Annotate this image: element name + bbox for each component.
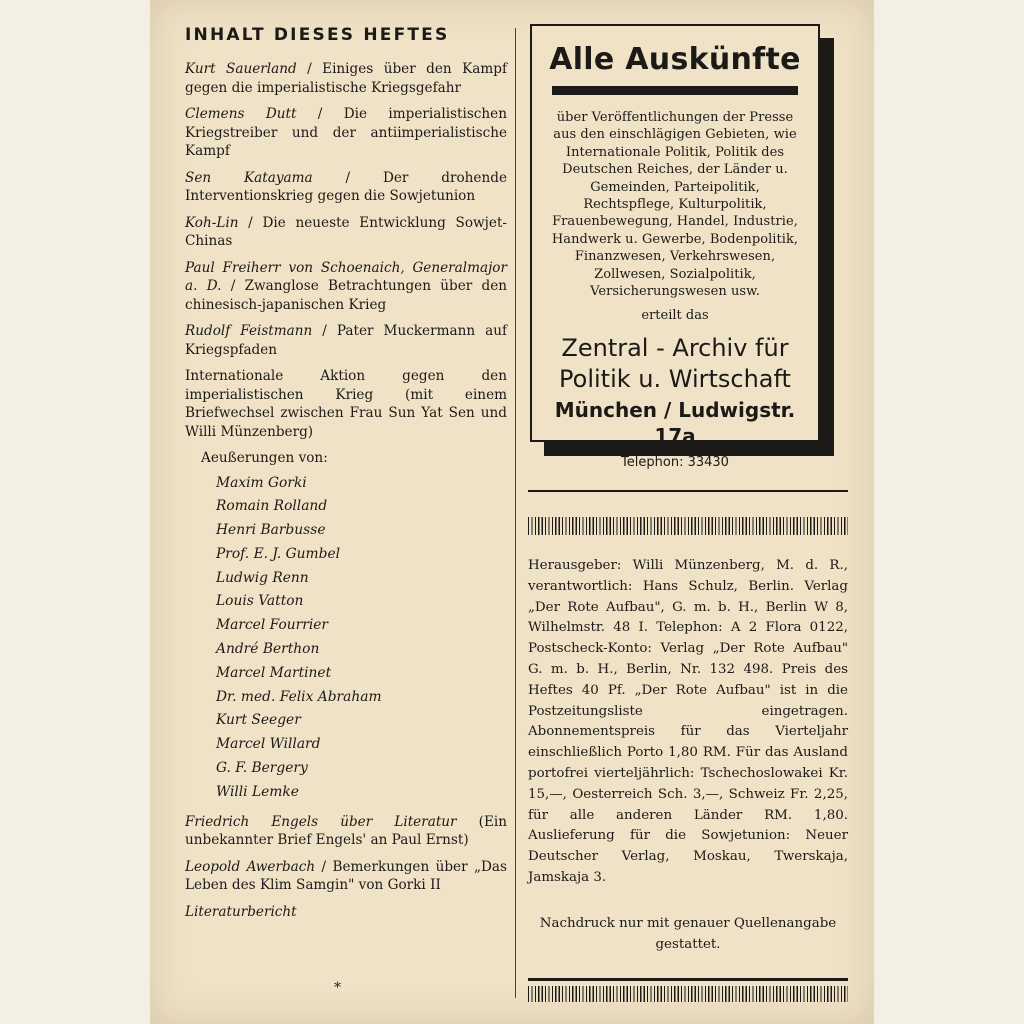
- toc-entry: Clemens Dutt / Die imperialistischen Kriegstreiber und der antiimperialistische Kampf: [185, 106, 507, 159]
- voices-list: [216, 472, 507, 805]
- toc-entry: Koh-Lin / Die neueste Entwicklung Sowjet-Chinas: [185, 214, 507, 249]
- voice-name: Willi Lemke: [216, 783, 299, 800]
- toc-entry: Leopold Awerbach / Bemerkungen über „Das Leben des Klim Samgin" von Gorki II: [185, 858, 507, 894]
- voice-name: André Berthon: [216, 641, 320, 658]
- voice-name: Louis Vatton: [216, 593, 304, 610]
- toc-article: Die imperialistischen Kriegstreiber und der antiimperialistische Kampf: [185, 106, 507, 159]
- voice-name: Marcel Willard: [216, 736, 321, 753]
- imprint: Herausgeber: Willi Münzenberg, M. d. R., verantwortlich: Hans Schulz, Berlin. Verlag „Der Rote Aufbau", G. m. b. H., Berlin W 8, Wilhelmstr. 48 I. Telephon: A 2 Flora 0122, Postscheck-Konto: Verlag „Der Rote Aufbau" G. m. b. H., Berlin, Nr. 132 498. Preis des Heftes 40 Pf. „Der Rote Aufbau" ist in die Postzeitungsliste eingetragen. Abonnementspreis für das Vierteljahr einschließlich Porto 1,80 RM. Für das Ausland portofrei vierteljährlich: Tschechoslowakei Kr. 15,—, Oesterreich Sch. 3,—, Schweiz Fr. 2,25, für alle anderen Länder RM. 1,80. Auslieferung für die Sowjetunion: Neuer Deutscher Verlag, Moskau, Twerskaja, Jamskaja 3.: [528, 558, 848, 885]
- toc-author: Sen Katayama: [185, 169, 313, 186]
- column-divider: [515, 28, 516, 998]
- hatch-band-bottom: [528, 986, 848, 1002]
- toc-author: Rudolf Feistmann: [185, 323, 313, 339]
- ad-rule: [552, 86, 798, 95]
- voice-name: Dr. med. Felix Abraham: [216, 688, 382, 705]
- voice-name: Ludwig Renn: [216, 569, 309, 586]
- toc-article: Pater Muckermann auf Kriegspfaden: [185, 323, 507, 358]
- voice-name: G. F. Bergery: [216, 760, 308, 777]
- toc-entry: Paul Freiherr von Schoenaich, Generalmajor a. D. / Zwanglose Betrachtungen über den chinesisch-japanischen Krieg: [185, 259, 507, 313]
- toc-title: INHALT DIESES HEFTES: [185, 25, 450, 45]
- table-of-contents: [185, 24, 507, 929]
- voices-label: Aeußerungen von:: [201, 450, 328, 466]
- advertisement-box: [530, 24, 820, 471]
- ad-address: München / Ludwigstr. 17a: [554, 398, 796, 449]
- ad-title: Alle Auskünfte: [549, 42, 801, 77]
- toc-action: Internationale Aktion gegen den imperialistischen Krieg (mit einem Briefwechsel zwischen Frau Sun Yat Sen und Willi Münzenberg): [185, 368, 507, 440]
- voice-name: Maxim Gorki: [216, 474, 307, 491]
- voice-name: Marcel Martinet: [216, 664, 332, 681]
- toc-article: Bemerkungen über „Das Leben des Klim Samgin" von Gorki II: [185, 858, 507, 894]
- voice-name: Kurt Seeger: [216, 712, 301, 729]
- ad-erteilt: erteilt das: [641, 308, 709, 324]
- toc-entry: Rudolf Feistmann / Pater Muckermann auf Kriegspfaden: [185, 323, 507, 358]
- toc-literature: Literaturbericht: [185, 903, 297, 920]
- toc-author: Koh-Lin: [185, 214, 239, 231]
- toc-article: Zwanglose Betrachtungen über den chinesisch-japanischen Krieg: [185, 278, 507, 313]
- ad-org-line: Zentral - Archiv für: [561, 334, 789, 363]
- toc-author: Paul Freiherr von Schoenaich, Generalmajor a. D.: [185, 259, 507, 294]
- toc-article: Die neueste Entwicklung Sowjet-Chinas: [185, 214, 507, 249]
- toc-article: (Ein unbekannter Brief Engels' an Paul Ernst): [185, 813, 507, 849]
- toc-article: Einiges über den Kampf gegen die imperialistische Kriegsgefahr: [185, 61, 507, 96]
- voice-name: Marcel Fourrier: [216, 617, 329, 634]
- ad-body: über Veröffentlichungen der Presse aus den einschlägigen Gebieten, wie Internationale Politik, Politik des Deutschen Reiches, der Länder u. Gemeinden, Parteipolitik, Rechtspflege, Kulturpolitik, Frauenbewegung, Handel, Industrie, Handwerk u. Gewerbe, Bodenpolitik, Finanzwesen, Verkehrswesen, Zollwesen, Sozialpolitik, Versicherungswesen usw.: [551, 110, 799, 300]
- toc-entry: Kurt Sauerland / Einiges über den Kampf gegen die imperialistische Kriegsgefahr: [185, 61, 507, 96]
- voice-name: Romain Rolland: [216, 498, 328, 515]
- hatch-band-top: [528, 517, 848, 535]
- rule-top: [528, 490, 848, 492]
- toc-entry: [185, 813, 507, 850]
- toc-article: Der drohende Interventionskrieg gegen die Sowjetunion: [185, 169, 507, 204]
- toc-author: Kurt Sauerland: [185, 61, 297, 77]
- toc-author: Clemens Dutt: [185, 106, 297, 122]
- reprint-notice: Nachdruck nur mit genauer Quellenangabe gestattet.: [539, 916, 837, 952]
- asterisk-ornament: *: [334, 980, 341, 996]
- voice-name: Henri Barbusse: [216, 522, 326, 539]
- ad-phone: Telephon: 33430: [621, 455, 729, 471]
- ad-organization: [532, 333, 818, 395]
- toc-author: Leopold Awerbach: [185, 858, 316, 875]
- toc-author: Friedrich Engels über Literatur: [185, 813, 457, 830]
- rule-bottom: [528, 978, 848, 981]
- voice-name: Prof. E. J. Gumbel: [216, 545, 341, 562]
- toc-entry: Sen Katayama / Der drohende Interventionskrieg gegen die Sowjetunion: [185, 169, 507, 204]
- ad-org-line: Politik u. Wirtschaft: [559, 365, 791, 394]
